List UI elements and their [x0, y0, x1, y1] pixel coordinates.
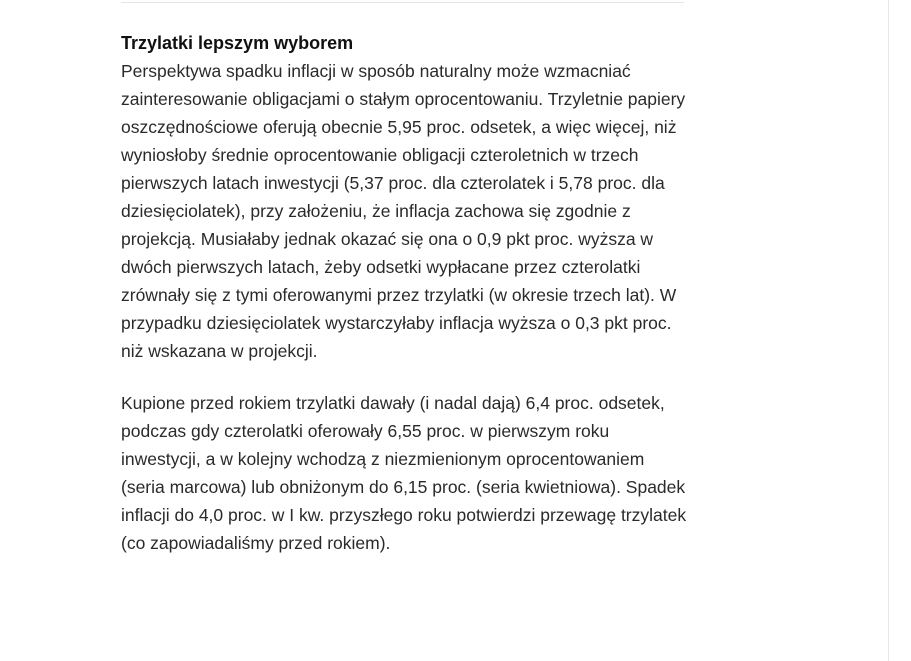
article-paragraph-1: Perspektywa spadku inflacji w sposób naturalny może wzmacniać zainteresowanie obligacjami o stałym oprocentowaniu. Trzyletnie papiery oszczędnościowe oferują obecnie 5,95 proc. odsetek, a więc więcej, niż wyniosłoby średnie oprocentowanie obligacji czteroletnich w trzech pierwszych latach inwestycji (5,37 proc. dla czterolatek i 5,78 proc. dla dziesięciolatek), przy założeniu, że inflacja zachowa się zgodnie z projekcją. Musiałaby jednak okazać się ona o 0,9 pkt proc. wyższa w dwóch pierwszych latach, żeby odsetki wypłacane przez czterolatki zrównały się z tymi oferowanymi przez trzylatki (w okresie trzech lat). W przypadku dziesięciolatek wystarczyłaby inflacja wyższa o 0,3 pkt proc. niż wskazana w projekcji. [121, 61, 686, 361]
article-body [121, 29, 691, 557]
top-divider [121, 2, 684, 3]
right-column-divider [888, 0, 889, 661]
section-heading: Trzylatki lepszym wyborem [121, 33, 354, 53]
article-paragraph-2: Kupione przed rokiem trzylatki dawały (i nadal dają) 6,4 proc. odsetek, podczas gdy czterolatki oferowały 6,55 proc. w pierwszym roku inwestycji, a w kolejny wchodzą z niezmienionym oprocentowaniem (seria marcowa) lub obniżonym do 6,15 proc. (seria kwietniowa). Spadek inflacji do 4,0 proc. w I kw. przyszłego roku potwierdzi przewagę trzylatek (co zapowiadaliśmy przed rokiem). [121, 393, 687, 553]
